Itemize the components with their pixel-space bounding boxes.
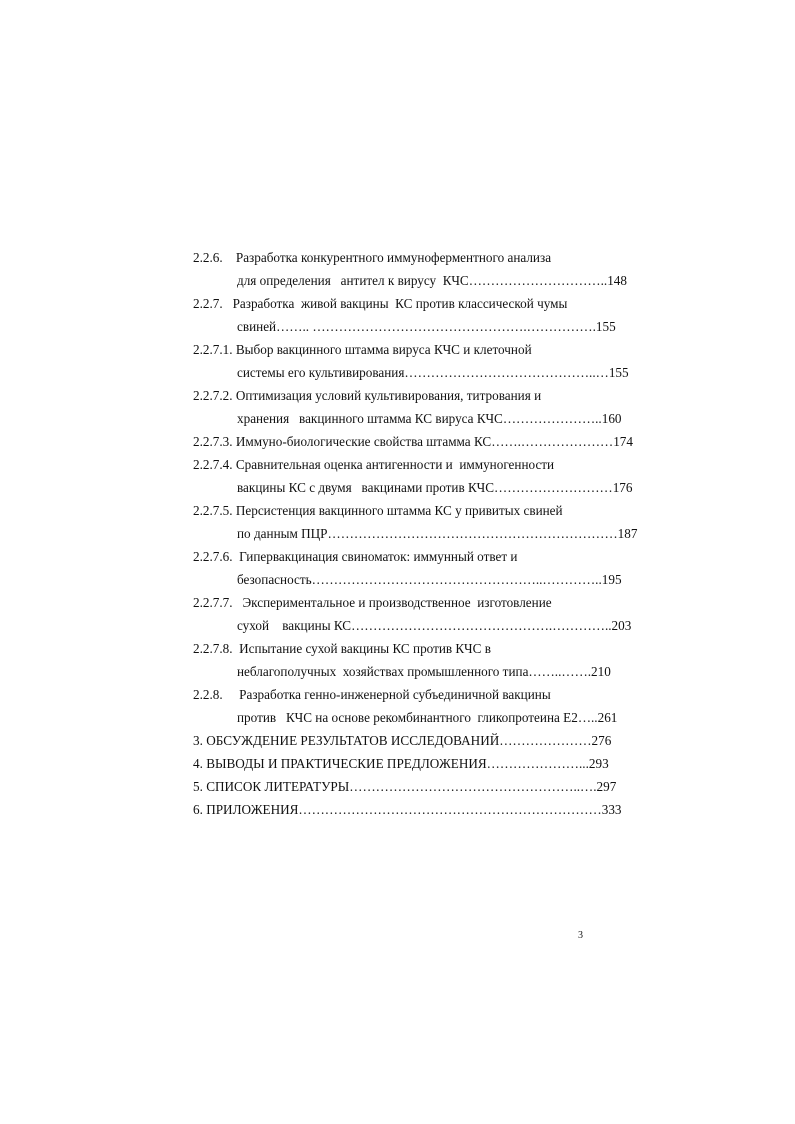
- toc-entry-2-2-7-6: 2.2.7.6. Гипервакцинация свиноматок: иммунный ответ и: [193, 549, 518, 564]
- toc-entry-2-2-7-7-cont: сухой вакцины КС……………………………………….…………..203: [237, 618, 632, 633]
- toc-entry-2-2-6-cont: для определения антител к вирусу КЧС…………………………..148: [237, 273, 627, 288]
- toc-entry-2-2-7-4: 2.2.7.4. Сравнительная оценка антигенности и иммуногенности: [193, 457, 555, 472]
- toc-entry-2-2-7-5-cont: по данным ПЦР…………………………………………………………187: [237, 526, 638, 541]
- toc-entry-2-2-7-8: 2.2.7.8. Испытание сухой вакцины КС против КЧС в: [193, 641, 491, 656]
- toc-entry-4: 4. ВЫВОДЫ И ПРАКТИЧЕСКИЕ ПРЕДЛОЖЕНИЯ…………………...293: [193, 756, 609, 771]
- toc-entry-5: 5. СПИСОК ЛИТЕРАТУРЫ……………………………………………..….297: [193, 779, 617, 794]
- toc-entry-2-2-7-4-cont: вакцины КС с двумя вакцинами против КЧС………………………176: [237, 480, 633, 495]
- toc-entry-2-2-7: 2.2.7. Разработка живой вакцины КС против классической чумы: [193, 296, 568, 311]
- toc-entry-2-2-7-2-cont: хранения вакцинного штамма КС вируса КЧС…………………..160: [237, 411, 622, 426]
- toc-entry-2-2-7-8-cont: неблагополучных хозяйствах промышленного типа……..…….210: [237, 664, 611, 679]
- toc-entry-2-2-7-7: 2.2.7.7. Экспериментальное и производственное изготовление: [193, 595, 552, 610]
- toc-entry-2-2-7-2: 2.2.7.2. Оптимизация условий культивирования, титрования и: [193, 388, 542, 403]
- page-number: 3: [578, 930, 583, 941]
- toc-entry-2-2-7-1-cont: системы его культивирования……………………………………..…155: [237, 365, 629, 380]
- toc-entry-6: 6. ПРИЛОЖЕНИЯ……………………………………………………………333: [193, 802, 622, 817]
- toc-entry-2-2-7-3: 2.2.7.3. Иммуно-биологические свойства штамма КС…….…………………174: [193, 434, 633, 449]
- toc-entry-2-2-7-5: 2.2.7.5. Персистенция вакцинного штамма КС у привитых свиней: [193, 503, 563, 518]
- toc-entry-2-2-6: 2.2.6. Разработка конкурентного иммуноферментного анализа: [193, 250, 552, 265]
- toc-entry-2-2-7-1: 2.2.7.1. Выбор вакцинного штамма вируса КЧС и клеточной: [193, 342, 532, 357]
- toc-entry-2-2-7-cont: свиней…….. ………………………………………….…………….155: [237, 319, 616, 334]
- toc-entry-2-2-8: 2.2.8. Разработка генно-инженерной субъединичной вакцины: [193, 687, 551, 702]
- toc-entry-2-2-8-cont: против КЧС на основе рекомбинантного гликопротеина Е2…..261: [237, 710, 618, 725]
- toc-entry-3: 3. ОБСУЖДЕНИЕ РЕЗУЛЬТАТОВ ИССЛЕДОВАНИЙ…………………276: [193, 733, 612, 748]
- toc-entry-2-2-7-6-cont: безопасность……………………………………………..…………..195: [237, 572, 622, 587]
